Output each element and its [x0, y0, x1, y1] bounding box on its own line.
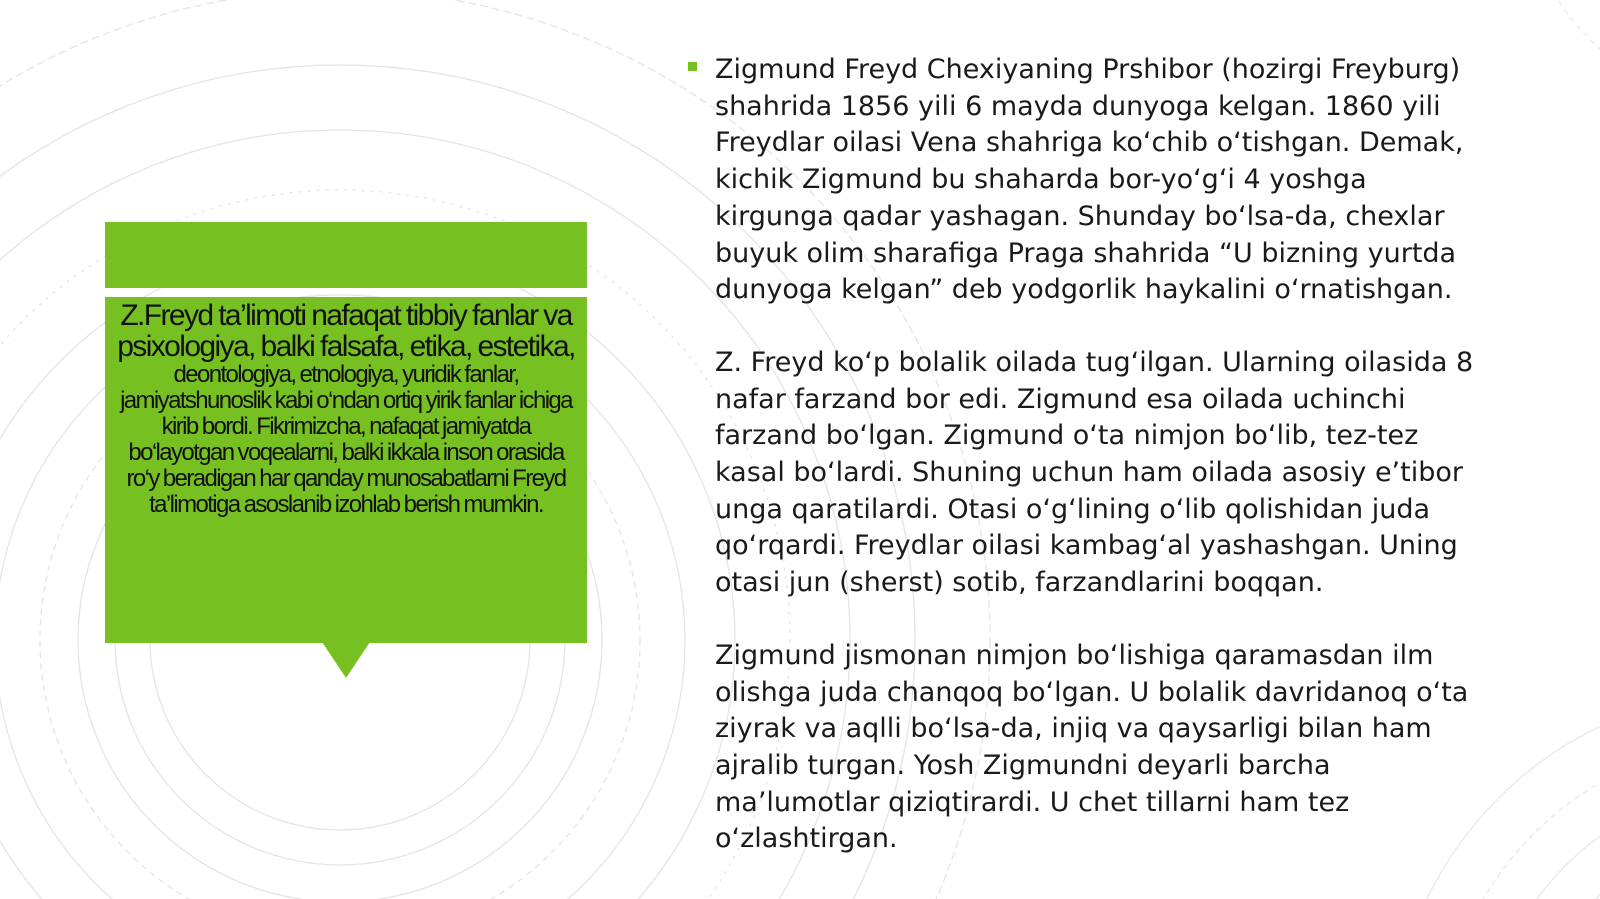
bullet-icon [688, 62, 697, 71]
paragraph-3: Zigmund jismonan nimjon bo‘lishiga qaramasdan ilm olishga juda chanqoq bo‘lgan. U bolalik davridanoq o‘ta ziyrak va aqlli bo‘lsa-da, injiq va qaysarligi bilan ham ajralib turgan. Yosh Zigmundni deyarli barcha ma’lumotlar qiziqtirardi. U chet tillarni ham tez o‘zlashtirgan. [715, 639, 1469, 855]
paragraph-1: Zigmund Freyd Chexiyaning Prshibor (hozirgi Freyburg) shahrida 1856 yili 6 mayda dunyoga kelgan. 1860 yili Freydlar oilasi Vena shahriga ko‘chib o‘tishgan. Demak, kichik Zigmund bu shaharda bor-yo‘g‘i 4 yoshga kirgunga qadar yashagan. Shunday bo‘lsa-da, chexlar buyuk olim sharafiga Praga shahrida “U bizning yurtda dunyoga kelgan” deb yodgorlik haykalini o‘rnatishgan. [715, 54, 1464, 306]
callout-pointer [322, 642, 370, 678]
callout-text [116, 300, 576, 518]
callout-header-bar [105, 222, 587, 288]
callout-text-large: Z.Freyd ta’limoti nafaqat tibbiy fanlar va psixologiya, balki falsafa, etika, estetika, [117, 299, 575, 363]
callout-text-small: deontologiya, etnologiya, yuridik fanlar, jamiyatshunoslik kabi o‘ndan ortiq yirik fanlar ichiga kirib bordi. Fikrimizcha, nafaqat jamiyatda bo‘layotgan voqealarni, balki ikkala inson orasida ro‘y beradigan har qanday munosabatlarni Freyd ta’limotiga asoslanib izohlab berish mumkin. [120, 361, 572, 518]
body-text [688, 52, 1488, 894]
paragraph-2: Z. Freyd ko‘p bolalik oilada tug‘ilgan. Ularning oilasida 8 nafar farzand bor edi. Zigmund esa oilada uchinchi farzand bo‘lgan. Zigmund o‘ta nimjon bo‘lib, tez-tez kasal bo‘lardi. Shuning uchun ham oilada asosiy e’tibor unga qaratilardi. Otasi o‘g‘lining o‘lib qolishidan juda qo‘rqardi. Freydlar oilasi kambag‘al yashashgan. Uning otasi jun (sherst) sotib, farzandlarini boqqan. [715, 346, 1474, 599]
